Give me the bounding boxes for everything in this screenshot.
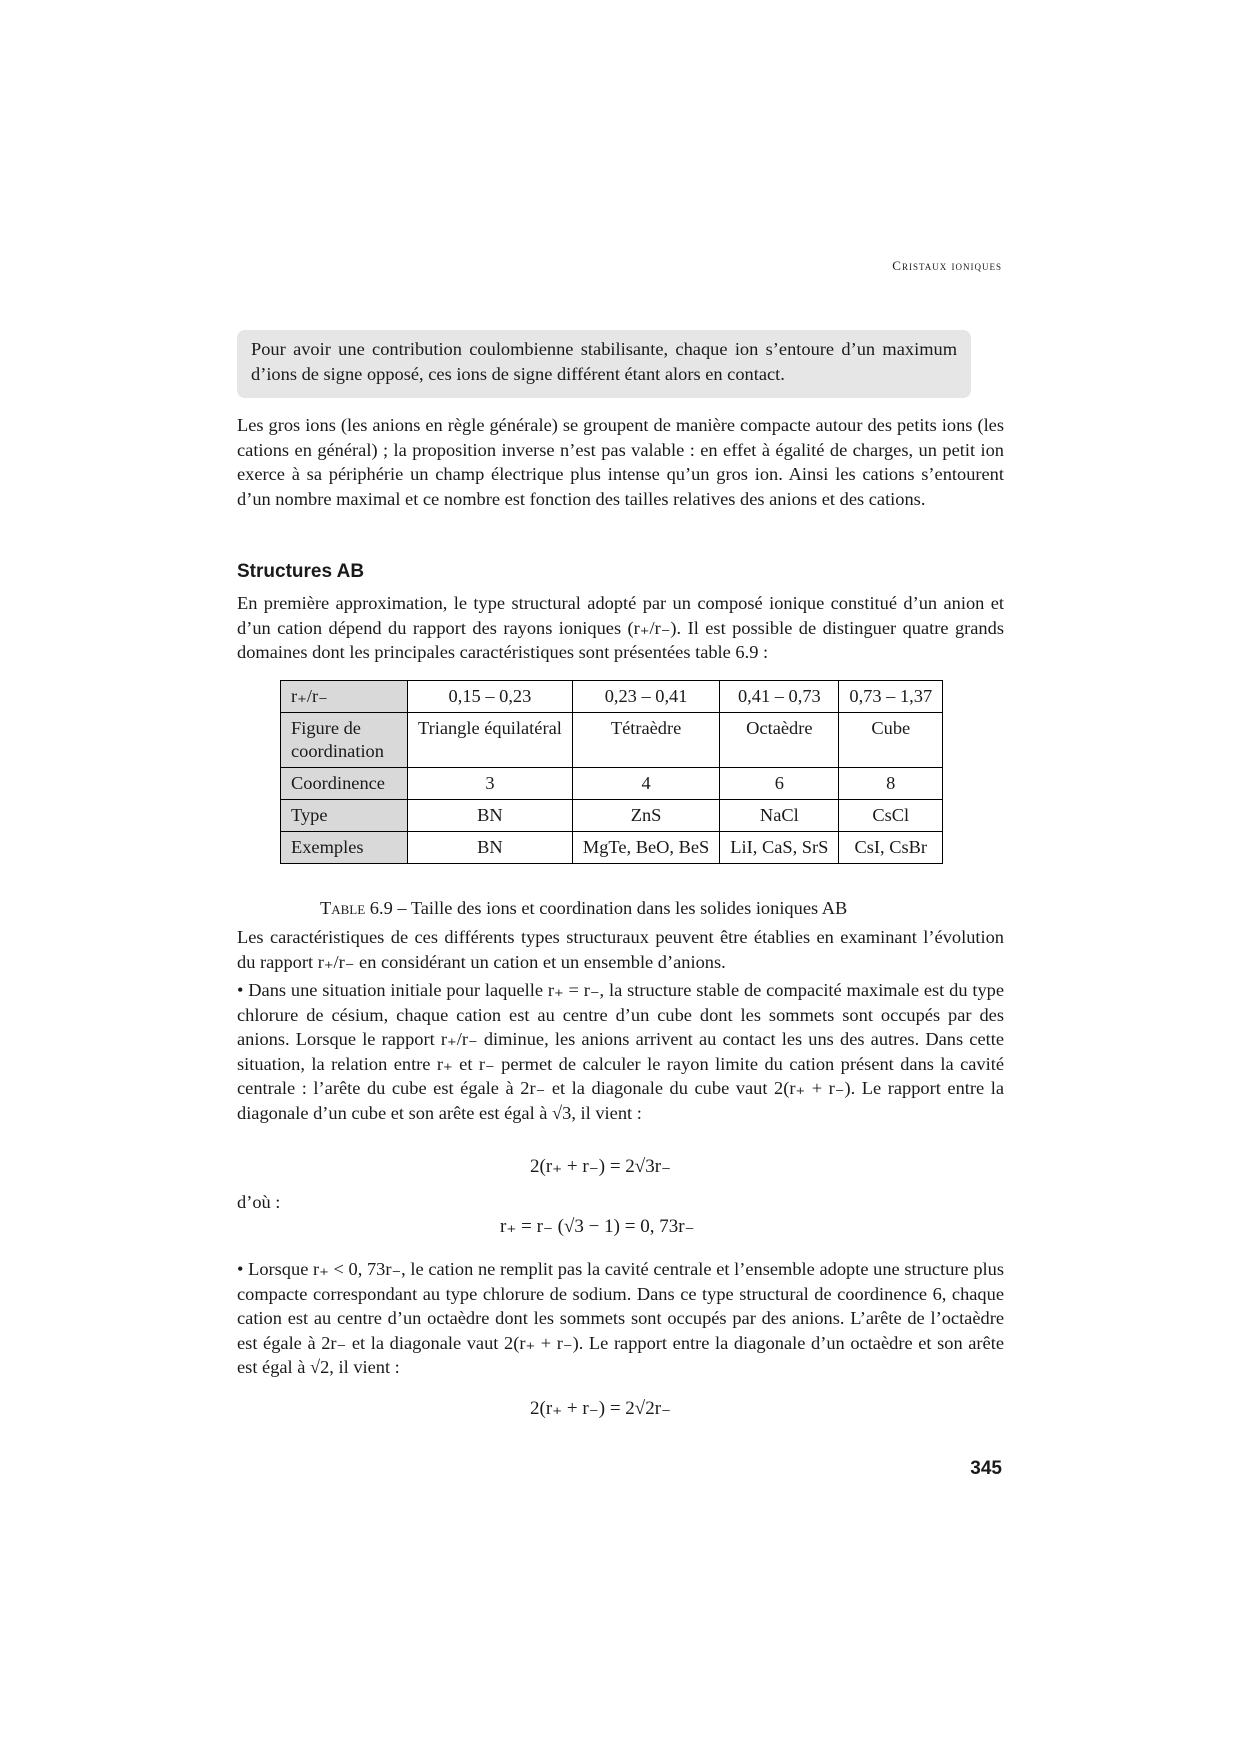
equation-limit-ratio: r₊ = r₋ (√3 − 1) = 0, 73r₋ [500, 1216, 695, 1237]
table-cell: BN [408, 832, 573, 864]
table-row [281, 800, 943, 832]
caption-label: Table 6.9 [320, 898, 393, 918]
highlight-box: Pour avoir une contribution coulombienne stabilisante, chaque ion s’entoure d’un maximum d’ions de signe opposé, ces ions de signe différent étant alors en contact. [237, 330, 971, 398]
coordination-table [280, 680, 943, 864]
table-cell: 6 [720, 768, 839, 800]
table-cell: 8 [839, 768, 943, 800]
row-label: r₊/r₋ [281, 681, 408, 713]
table-cell: Triangle équilatéral [408, 713, 573, 768]
row-label: Coordinence [281, 768, 408, 800]
paragraph-chlorure-cesium: • Dans une situation initiale pour laquelle r₊ = r₋, la structure stable de compacité maximale est du type chlorure de césium, chaque cation est au centre d’un cube dont les sommets sont occupés par des anions. Lorsque le rapport r₊/r₋ diminue, les anions arrivent au contact les uns des autres. Dans cette situation, la relation entre r₊ et r₋ permet de calculer le rayon limite du cation présent dans la cavité centrale : l’arête du cube est égale à 2r₋ et la diagonale du cube vaut 2(r₊ + r₋). Le rapport entre la diagonale d’un cube et son arête est égal à √3, il vient : [237, 980, 1004, 1123]
equation-octahedron: 2(r₊ + r₋) = 2√2r₋ [530, 1398, 672, 1419]
table-cell: LiI, CaS, SrS [720, 832, 839, 864]
table-row [281, 832, 943, 864]
page-number: 345 [970, 1458, 1002, 1479]
section-heading: Structures AB [237, 561, 365, 582]
table-cell: MgTe, BeO, BeS [572, 832, 719, 864]
paragraph-approximation: En première approximation, le type structural adopté par un composé ionique constitué d’un anion et d’un cation dépend du rapport des rayons ioniques (r₊/r₋). Il est possible de distinguer quatre grands domaines dont les principales caractéristiques sont présentées table 6.9 : [237, 593, 1004, 662]
table-cell: 0,73 – 1,37 [839, 681, 943, 713]
table-cell: 4 [572, 768, 719, 800]
table-cell: Octaèdre [720, 713, 839, 768]
table-row [281, 768, 943, 800]
paragraph-caracteristiques: Les caractéristiques de ces différents types structuraux peuvent être établies en examinant l’évolution du rapport r₊/r₋ en considérant un cation et un ensemble d’anions. [237, 927, 1004, 972]
table-cell: 0,41 – 0,73 [720, 681, 839, 713]
caption-text: – Taille des ions et coordination dans les solides ioniques AB [392, 898, 848, 918]
row-label: Figure de coordination [281, 713, 408, 768]
running-header: Cristaux ioniques [892, 258, 1002, 273]
table-cell: 0,15 – 0,23 [408, 681, 573, 713]
equation-cube: 2(r₊ + r₋) = 2√3r₋ [530, 1156, 672, 1177]
table-cell: ZnS [572, 800, 719, 832]
table-cell: 0,23 – 0,41 [572, 681, 719, 713]
table-cell: CsCl [839, 800, 943, 832]
table-cell: CsI, CsBr [839, 832, 943, 864]
table-cell: Cube [839, 713, 943, 768]
table-cell: NaCl [720, 800, 839, 832]
table-row [281, 681, 943, 713]
paragraph-gros-ions: Les gros ions (les anions en règle générale) se groupent de manière compacte autour des petits ions (les cations en général) ; la proposition inverse n’est pas valable : en effet à égalité de charges, un petit ion exerce à sa périphérie un champ électrique plus intense qu’un gros ion. Ainsi les cations s’entourent d’un nombre maximal et ce nombre est fonction des tailles relatives des anions et des cations. [237, 415, 1004, 509]
table-caption [320, 898, 847, 919]
row-label: Type [281, 800, 408, 832]
table-cell: 3 [408, 768, 573, 800]
dou-label: d’où : [237, 1192, 281, 1212]
row-label: Exemples [281, 832, 408, 864]
table-cell: BN [408, 800, 573, 832]
table-row [281, 713, 943, 768]
table-cell: Tétraèdre [572, 713, 719, 768]
paragraph-chlorure-sodium: • Lorsque r₊ < 0, 73r₋, le cation ne remplit pas la cavité centrale et l’ensemble adopte une structure plus compacte correspondant au type chlorure de sodium. Dans ce type structural de coordinence 6, chaque cation est au centre d’un octaèdre dont les sommets sont occupés par des anions. L’arête de l’octaèdre est égale à 2r₋ et la diagonale vaut 2(r₊ + r₋). Le rapport entre la diagonale d’un octaèdre et son arête est égal à √2, il vient : [237, 1259, 1004, 1377]
